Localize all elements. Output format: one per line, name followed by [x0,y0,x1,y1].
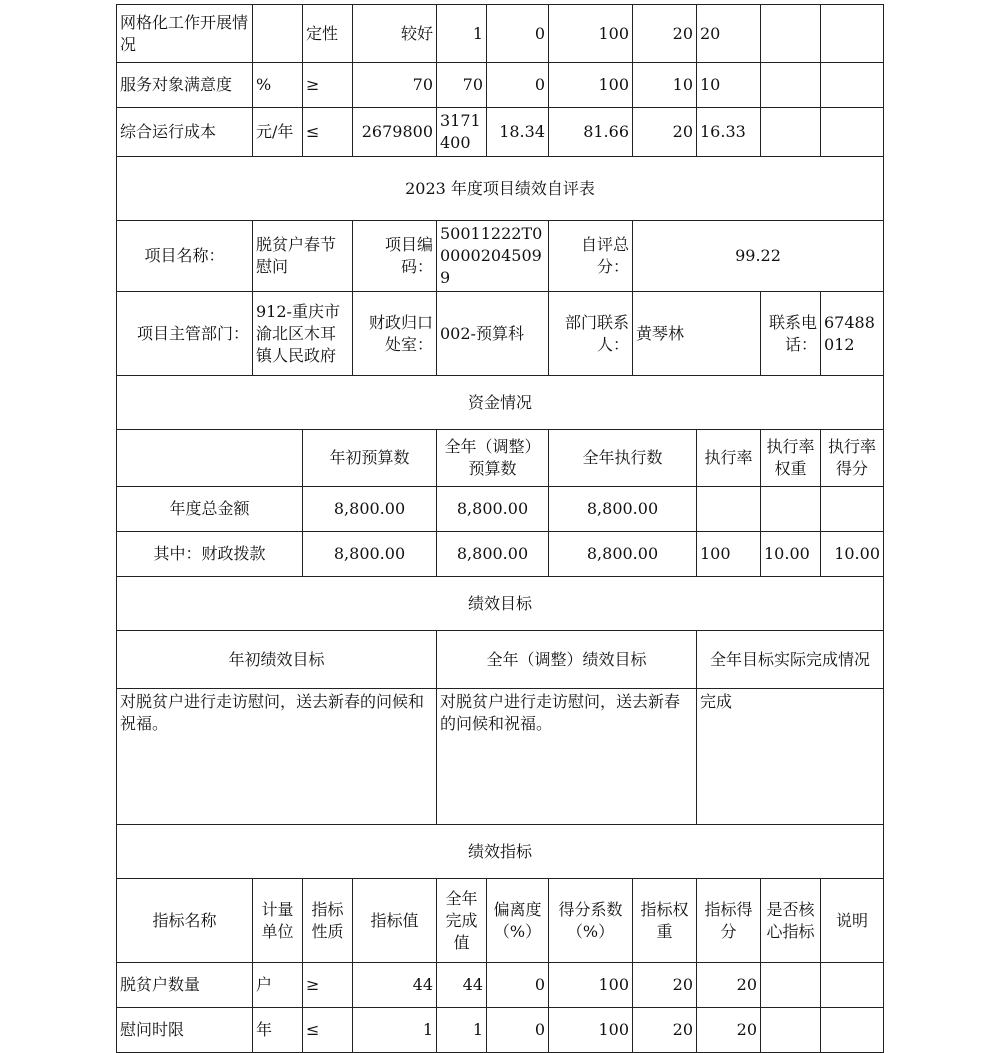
indicator-name: 脱贫户数量 [117,963,253,1008]
indicator-core [761,963,821,1008]
funds-adjusted: 8,800.00 [437,532,549,577]
table-row [117,63,884,108]
indicator-deviation: 0 [487,963,549,1008]
indicator-actual: 70 [437,63,487,108]
indicators-header-row [117,879,884,963]
indicator-note [821,963,884,1008]
funds-rate: 100 [697,532,761,577]
initial-goal: 对脱贫户进行走访慰问，送去新春的问候和祝福。 [117,689,437,825]
indicator-deviation: 0 [487,1008,549,1053]
indicator-name: 慰问时限 [117,1008,253,1053]
indicator-unit: 户 [253,963,303,1008]
funds-header: 全年执行数 [549,430,697,487]
funds-header: 执行率得分 [821,430,884,487]
phone: 67488012 [821,292,884,376]
indicator-score: 20 [697,5,761,63]
indicator-deviation: 18.34 [487,108,549,157]
indicator-core [761,108,821,157]
goals-section-title: 绩效目标 [117,577,884,631]
indicator-deviation: 0 [487,63,549,108]
indicators-section-title: 绩效指标 [117,825,884,879]
indicator-core [761,1008,821,1053]
department-row [117,292,884,376]
indicators-header: 说明 [821,879,884,963]
indicator-actual: 1 [437,5,487,63]
funds-section-title: 资金情况 [117,376,884,430]
contact-person: 黄琴林 [633,292,761,376]
actual-completion: 完成 [697,689,884,825]
goals-header: 年初绩效目标 [117,631,437,689]
indicator-core [761,63,821,108]
funds-header: 执行率权重 [761,430,821,487]
funds-initial: 8,800.00 [303,532,437,577]
contact-label: 部门联系人： [549,292,633,376]
finance-office: 002-预算科 [437,292,549,376]
total-score-label: 自评总分： [549,221,633,292]
indicator-core [761,5,821,63]
table-row [117,108,884,157]
finance-office-label: 财政归口处室： [353,292,437,376]
indicator-score: 16.33 [697,108,761,157]
indicator-note [821,63,884,108]
funds-row [117,532,884,577]
indicator-unit: 年 [253,1008,303,1053]
goals-header-row [117,631,884,689]
indicators-header: 全年完成值 [437,879,487,963]
funds-score [821,487,884,532]
indicator-actual: 3171400 [437,108,487,157]
funds-header: 全年（调整）预算数 [437,430,549,487]
indicator-weight: 20 [633,108,697,157]
evaluation-table [116,4,884,1053]
indicators-header: 计量单位 [253,879,303,963]
indicators-header: 指标得分 [697,879,761,963]
indicator-weight: 10 [633,63,697,108]
indicator-coef: 100 [549,63,633,108]
funds-row-label: 年度总金额 [117,487,303,532]
funds-header-blank [117,430,303,487]
form-title-row [117,157,884,221]
funds-weight [761,487,821,532]
indicator-weight: 20 [633,1008,697,1053]
project-code: 50011222T000002045099 [437,221,549,292]
funds-initial: 8,800.00 [303,487,437,532]
indicator-name: 服务对象满意度 [117,63,253,108]
funds-score: 10.00 [821,532,884,577]
funds-header: 年初预算数 [303,430,437,487]
indicator-score: 20 [697,963,761,1008]
indicator-note [821,1008,884,1053]
funds-row [117,487,884,532]
project-row [117,221,884,292]
department-label: 项目主管部门： [117,292,253,376]
indicator-weight: 20 [633,963,697,1008]
funds-header: 执行率 [697,430,761,487]
indicator-unit: 元/年 [253,108,303,157]
funds-adjusted: 8,800.00 [437,487,549,532]
indicators-header: 偏离度（%） [487,879,549,963]
total-score: 99.22 [633,221,884,292]
indicator-weight: 20 [633,5,697,63]
indicator-unit: % [253,63,303,108]
indicators-header: 指标性质 [303,879,353,963]
table-row [117,963,884,1008]
indicator-nature: ≤ [303,108,353,157]
goals-header: 全年（调整）绩效目标 [437,631,697,689]
indicators-header: 得分系数（%） [549,879,633,963]
indicators-header: 指标名称 [117,879,253,963]
indicator-nature: ≥ [303,63,353,108]
indicator-target: 2679800 [353,108,437,157]
section-row [117,376,884,430]
project-name-label: 项目名称： [117,221,253,292]
indicator-coef: 100 [549,963,633,1008]
funds-row-label: 其中：财政拨款 [117,532,303,577]
section-row [117,577,884,631]
funds-header-row [117,430,884,487]
indicator-name: 网格化工作开展情况 [117,5,253,63]
section-row [117,825,884,879]
indicator-deviation: 0 [487,5,549,63]
indicator-target: 70 [353,63,437,108]
goals-header: 全年目标实际完成情况 [697,631,884,689]
indicators-header: 指标值 [353,879,437,963]
indicator-score: 10 [697,63,761,108]
project-code-label: 项目编码： [353,221,437,292]
indicator-actual: 44 [437,963,487,1008]
table-row [117,5,884,63]
indicator-target: 44 [353,963,437,1008]
indicators-header: 是否核心指标 [761,879,821,963]
indicator-nature: 定性 [303,5,353,63]
indicator-note [821,108,884,157]
indicator-name: 综合运行成本 [117,108,253,157]
funds-executed: 8,800.00 [549,487,697,532]
indicator-target: 较好 [353,5,437,63]
goals-row [117,689,884,825]
indicators-header: 指标权重 [633,879,697,963]
funds-rate [697,487,761,532]
form-title: 2023 年度项目绩效自评表 [117,157,884,221]
indicator-target: 1 [353,1008,437,1053]
indicator-unit [253,5,303,63]
indicator-score: 20 [697,1008,761,1053]
indicator-actual: 1 [437,1008,487,1053]
adjusted-goal: 对脱贫户进行走访慰问，送去新春的问候和祝福。 [437,689,697,825]
indicator-coef: 81.66 [549,108,633,157]
indicator-coef: 100 [549,1008,633,1053]
indicator-nature: ≥ [303,963,353,1008]
funds-executed: 8,800.00 [549,532,697,577]
indicator-coef: 100 [549,5,633,63]
department: 912-重庆市渝北区木耳镇人民政府 [253,292,353,376]
phone-label: 联系电话： [761,292,821,376]
project-name: 脱贫户春节慰问 [253,221,353,292]
table-row [117,1008,884,1053]
funds-weight: 10.00 [761,532,821,577]
indicator-nature: ≤ [303,1008,353,1053]
indicator-note [821,5,884,63]
